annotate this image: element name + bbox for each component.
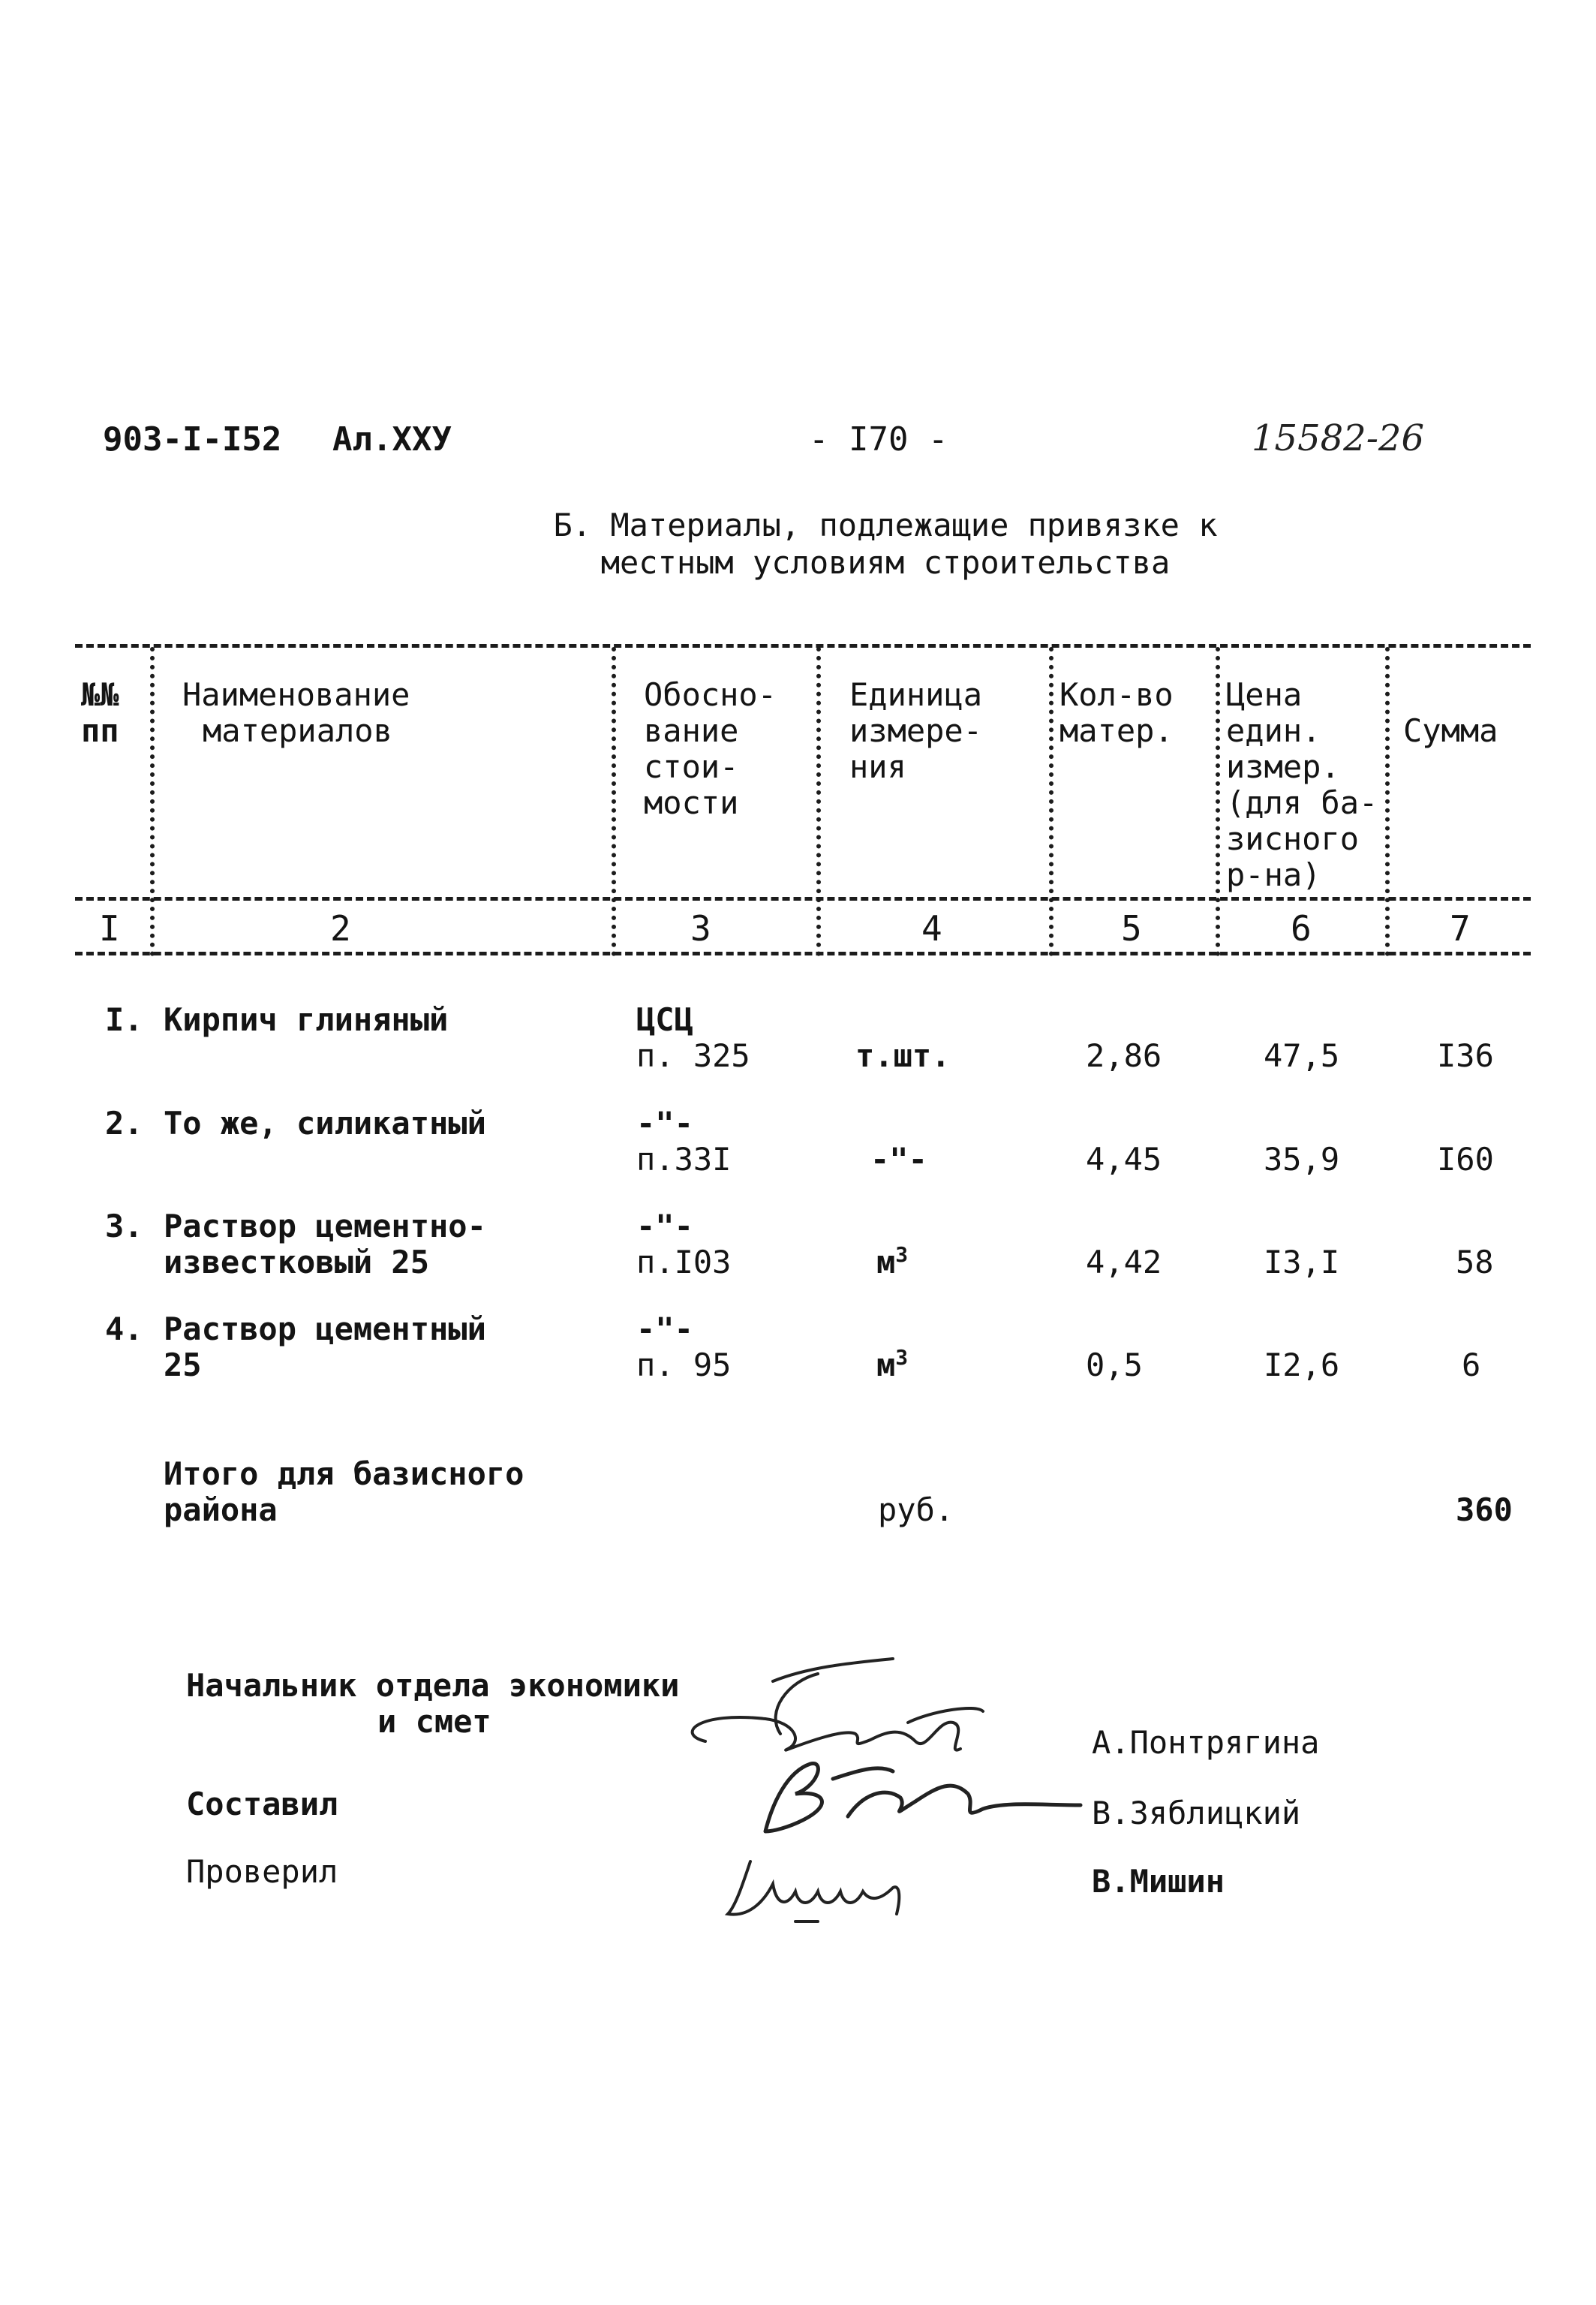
column-separator — [150, 647, 155, 956]
section-title-line2: местным условиям строительства — [600, 544, 1171, 581]
row-sum: 58 — [1456, 1244, 1494, 1280]
column-separator — [1049, 647, 1053, 956]
row-price: 35,9 — [1264, 1141, 1340, 1178]
row-number: 3. — [105, 1208, 143, 1244]
compiled-by-name: В.Зяблицкий — [1092, 1795, 1301, 1831]
col-header-qty: Кол-во матер. — [1059, 676, 1174, 749]
checked-by-name: В.Мишин — [1092, 1863, 1225, 1900]
column-separator — [612, 647, 616, 956]
row-basis: -"- п.33I — [636, 1105, 732, 1178]
col-header-basis: Обосно- вание стои- мости — [644, 676, 777, 821]
row-unit: т.шт. — [855, 1037, 951, 1074]
row-number: 4. — [105, 1310, 143, 1347]
document-code: 903-I-I52 — [103, 420, 282, 459]
row-basis: -"- п. 95 — [636, 1310, 732, 1383]
checked-by-label: Проверил — [186, 1853, 338, 1890]
compiled-by-label: Составил — [186, 1786, 338, 1822]
row-qty: 4,45 — [1086, 1141, 1162, 1178]
row-number: I. — [105, 1001, 143, 1038]
row-price: I2,6 — [1264, 1347, 1340, 1383]
row-number: 2. — [105, 1105, 143, 1142]
signature-compiled — [743, 1749, 1088, 1846]
column-separator — [1385, 647, 1390, 956]
row-qty: 0,5 — [1086, 1347, 1143, 1383]
row-material-name: Кирпич глиняный — [164, 1001, 449, 1038]
col-number: 4 — [921, 908, 942, 949]
row-price: 47,5 — [1264, 1037, 1340, 1074]
row-qty: 4,42 — [1086, 1244, 1162, 1280]
row-basis: -"- п.I03 — [636, 1208, 732, 1280]
col-number: I — [99, 908, 120, 949]
section-title — [495, 507, 1276, 582]
row-unit: -"- — [870, 1141, 927, 1178]
column-separator — [816, 647, 821, 956]
row-sum: I36 — [1437, 1037, 1494, 1074]
row-basis: ЦСЦ п. 325 — [636, 1001, 750, 1074]
col-number: 3 — [690, 908, 711, 949]
signature-checked — [720, 1846, 945, 1929]
total-label: Итого для базисного района — [164, 1455, 524, 1528]
row-material-name: То же, силикатный — [164, 1105, 486, 1142]
col-header-unit: Единица измере- ния — [849, 676, 983, 785]
row-sum: I60 — [1437, 1141, 1494, 1178]
col-number: 5 — [1121, 908, 1142, 949]
page-number: - I70 - — [809, 420, 948, 459]
row-unit: $м^3$ — [876, 1242, 909, 1280]
row-price: I3,I — [1264, 1244, 1340, 1280]
col-header-name: Наименование материалов — [182, 676, 410, 749]
col-header-no: №№ пп — [81, 676, 119, 749]
total-sum: 360 — [1456, 1491, 1513, 1528]
col-header-price: Цена един. измер. (для ба- зисного р-на) — [1226, 676, 1378, 893]
row-unit: $м^3$ — [876, 1345, 909, 1383]
col-number: 6 — [1291, 908, 1312, 949]
column-separator — [1216, 647, 1220, 956]
total-unit: руб. — [878, 1491, 954, 1528]
section-title-line1: Б. Материалы, подлежащие привязке к — [553, 507, 1218, 543]
col-header-sum: Сумма — [1403, 712, 1498, 749]
col-number: 2 — [330, 908, 351, 949]
col-number: 7 — [1450, 908, 1471, 949]
row-qty: 2,86 — [1086, 1037, 1162, 1074]
head-of-department-name: А.Понтрягина — [1092, 1724, 1320, 1761]
head-of-department-title: Начальник отдела экономики и смет — [186, 1667, 680, 1740]
row-sum: 6 — [1462, 1347, 1481, 1383]
row-material-name: Раствор цементно- известковый 25 — [164, 1208, 486, 1280]
handwritten-inventory-number: 15582-26 — [1252, 417, 1424, 459]
table-top-rule — [75, 644, 1531, 648]
album-number: Ал.XXУ — [332, 420, 452, 459]
row-material-name: Раствор цементный 25 — [164, 1310, 486, 1383]
table-number-row-rule — [75, 952, 1531, 955]
table-header-bottom-rule — [75, 897, 1531, 901]
